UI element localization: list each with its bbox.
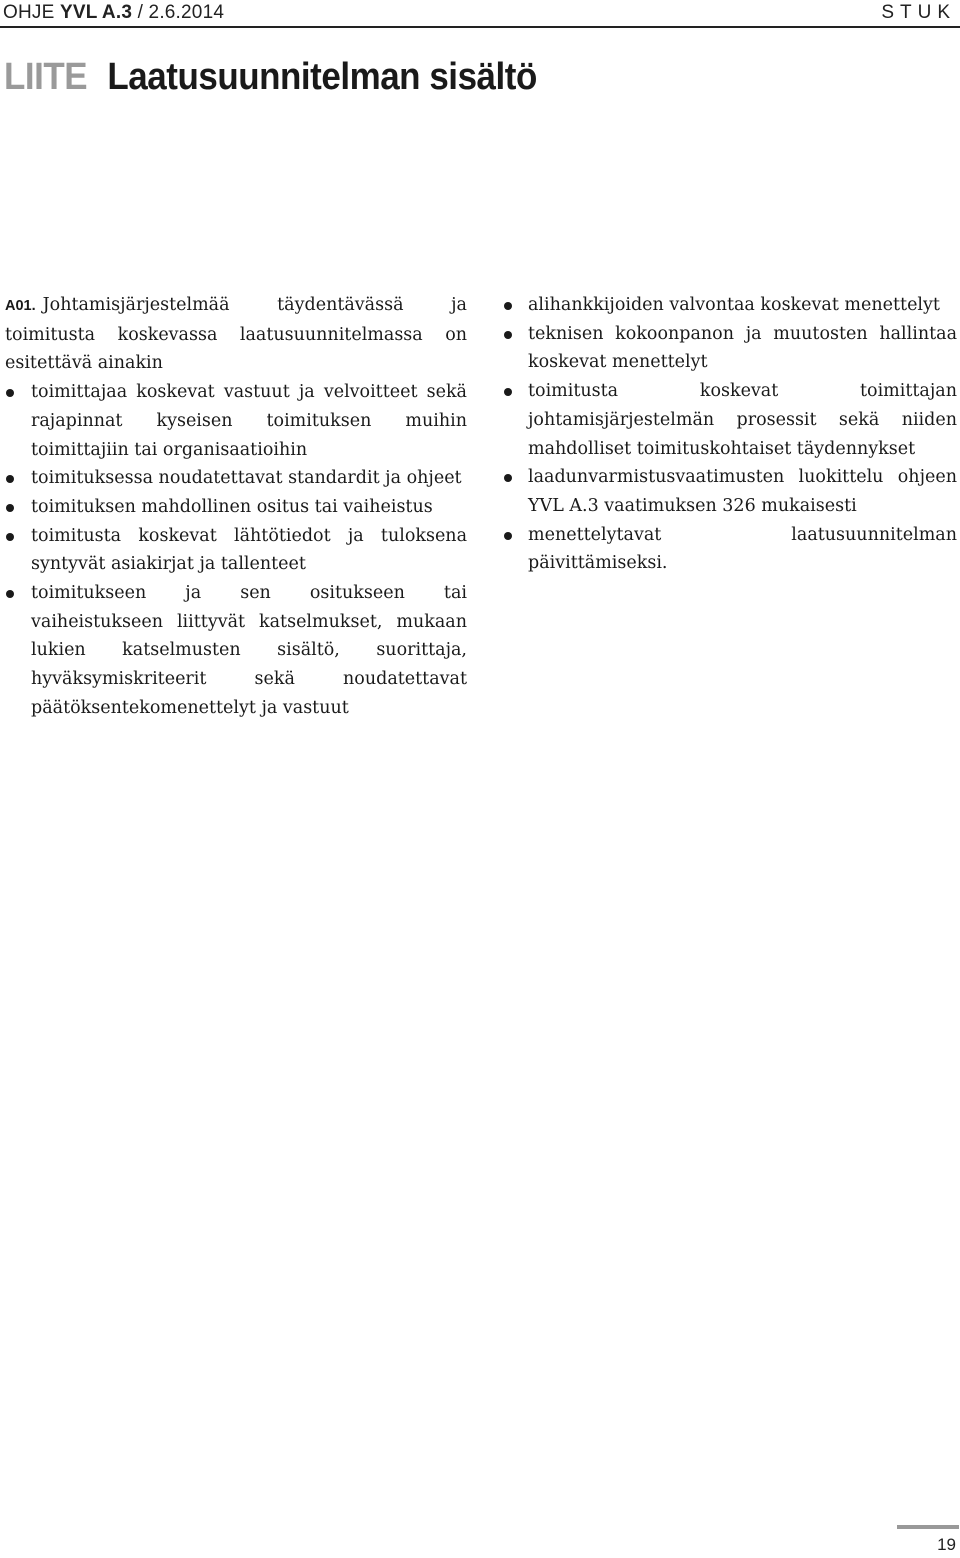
- list-item: [502, 463, 957, 520]
- bullet-icon: [504, 532, 512, 540]
- bullet-icon: [6, 533, 14, 541]
- list-item-text: toimituksessa noudatettavat standardit ja ohjeet: [31, 468, 462, 489]
- list-item: [5, 493, 467, 522]
- appendix-label: LIITE: [4, 56, 88, 98]
- bullet-icon: [504, 331, 512, 339]
- list-item: [502, 521, 957, 578]
- list-item: [5, 464, 467, 493]
- list-item: [502, 377, 957, 463]
- bullet-icon: [504, 474, 512, 482]
- appendix-title: Laatusuunnitelman sisältö: [107, 56, 537, 98]
- page-header: [0, 0, 960, 30]
- bullet-icon: [504, 302, 512, 310]
- list-item-text: teknisen kokoonpanon ja muutosten hallintaa koskevat menettelyt: [528, 323, 957, 373]
- guide-reference: [3, 2, 224, 24]
- requirement-number: A01.: [5, 298, 36, 314]
- guide-prefix: OHJE: [3, 2, 60, 23]
- list-item-text: toimitusta koskevat toimittajan johtamisjärjestelmän prosessit sekä niiden mahdolliset toimituskohtaiset täydennykset: [528, 381, 957, 459]
- list-item: [502, 291, 957, 320]
- requirement-intro: Johtamisjärjestelmää täydentävässä ja toimitusta koskevassa laatusuunnitelmassa on esitettävä ainakin: [5, 295, 467, 374]
- bullet-icon: [6, 590, 14, 598]
- requirement-list-right: [502, 291, 957, 578]
- list-item-text: alihankkijoiden valvontaa koskevat menettelyt: [528, 295, 940, 315]
- list-item: [5, 522, 467, 579]
- guide-date: / 2.6.2014: [132, 2, 225, 23]
- page-number: 19: [937, 1535, 956, 1554]
- bullet-icon: [6, 475, 14, 483]
- organization-name: STUK: [881, 2, 956, 23]
- requirement-paragraph: [5, 291, 467, 378]
- list-item-text: menettelytavat laatusuunnitelman päivittämiseksi.: [528, 524, 957, 574]
- bullet-icon: [6, 389, 14, 397]
- left-column: [5, 291, 467, 723]
- list-item: [502, 320, 957, 377]
- page-title: [4, 56, 537, 99]
- list-item: [5, 579, 467, 723]
- bullet-icon: [6, 504, 14, 512]
- guide-code: YVL A.3: [59, 2, 133, 23]
- bullet-icon: [504, 388, 512, 396]
- list-item-text: toimitusta koskevat lähtötiedot ja tuloksena syntyvät asiakirjat ja tallenteet: [31, 525, 467, 575]
- header-divider: [0, 26, 960, 28]
- list-item-text: toimittajaa koskevat vastuut ja velvoitteet sekä rajapinnat kyseisen toimituksen muihin toimittajiin tai organisaatioihin: [31, 382, 467, 460]
- list-item-text: laadunvarmistusvaatimusten luokittelu ohjeen YVL A.3 vaatimuksen 326 mukaisesti: [528, 467, 957, 516]
- requirement-list-left: [5, 378, 467, 722]
- list-item-text: toimitukseen ja sen ositukseen tai vaiheistukseen liittyvät katselmukset, mukaan lukien katselmusten sisältö, suorittaja, hyväksymiskriteerit sekä noudatettavat päätöksentekomenettelyt ja vastuut: [31, 583, 467, 718]
- right-column: [502, 291, 957, 578]
- list-item: [5, 378, 467, 464]
- list-item-text: toimituksen mahdollinen ositus tai vaiheistus: [31, 496, 433, 517]
- footer-divider: [897, 1525, 959, 1529]
